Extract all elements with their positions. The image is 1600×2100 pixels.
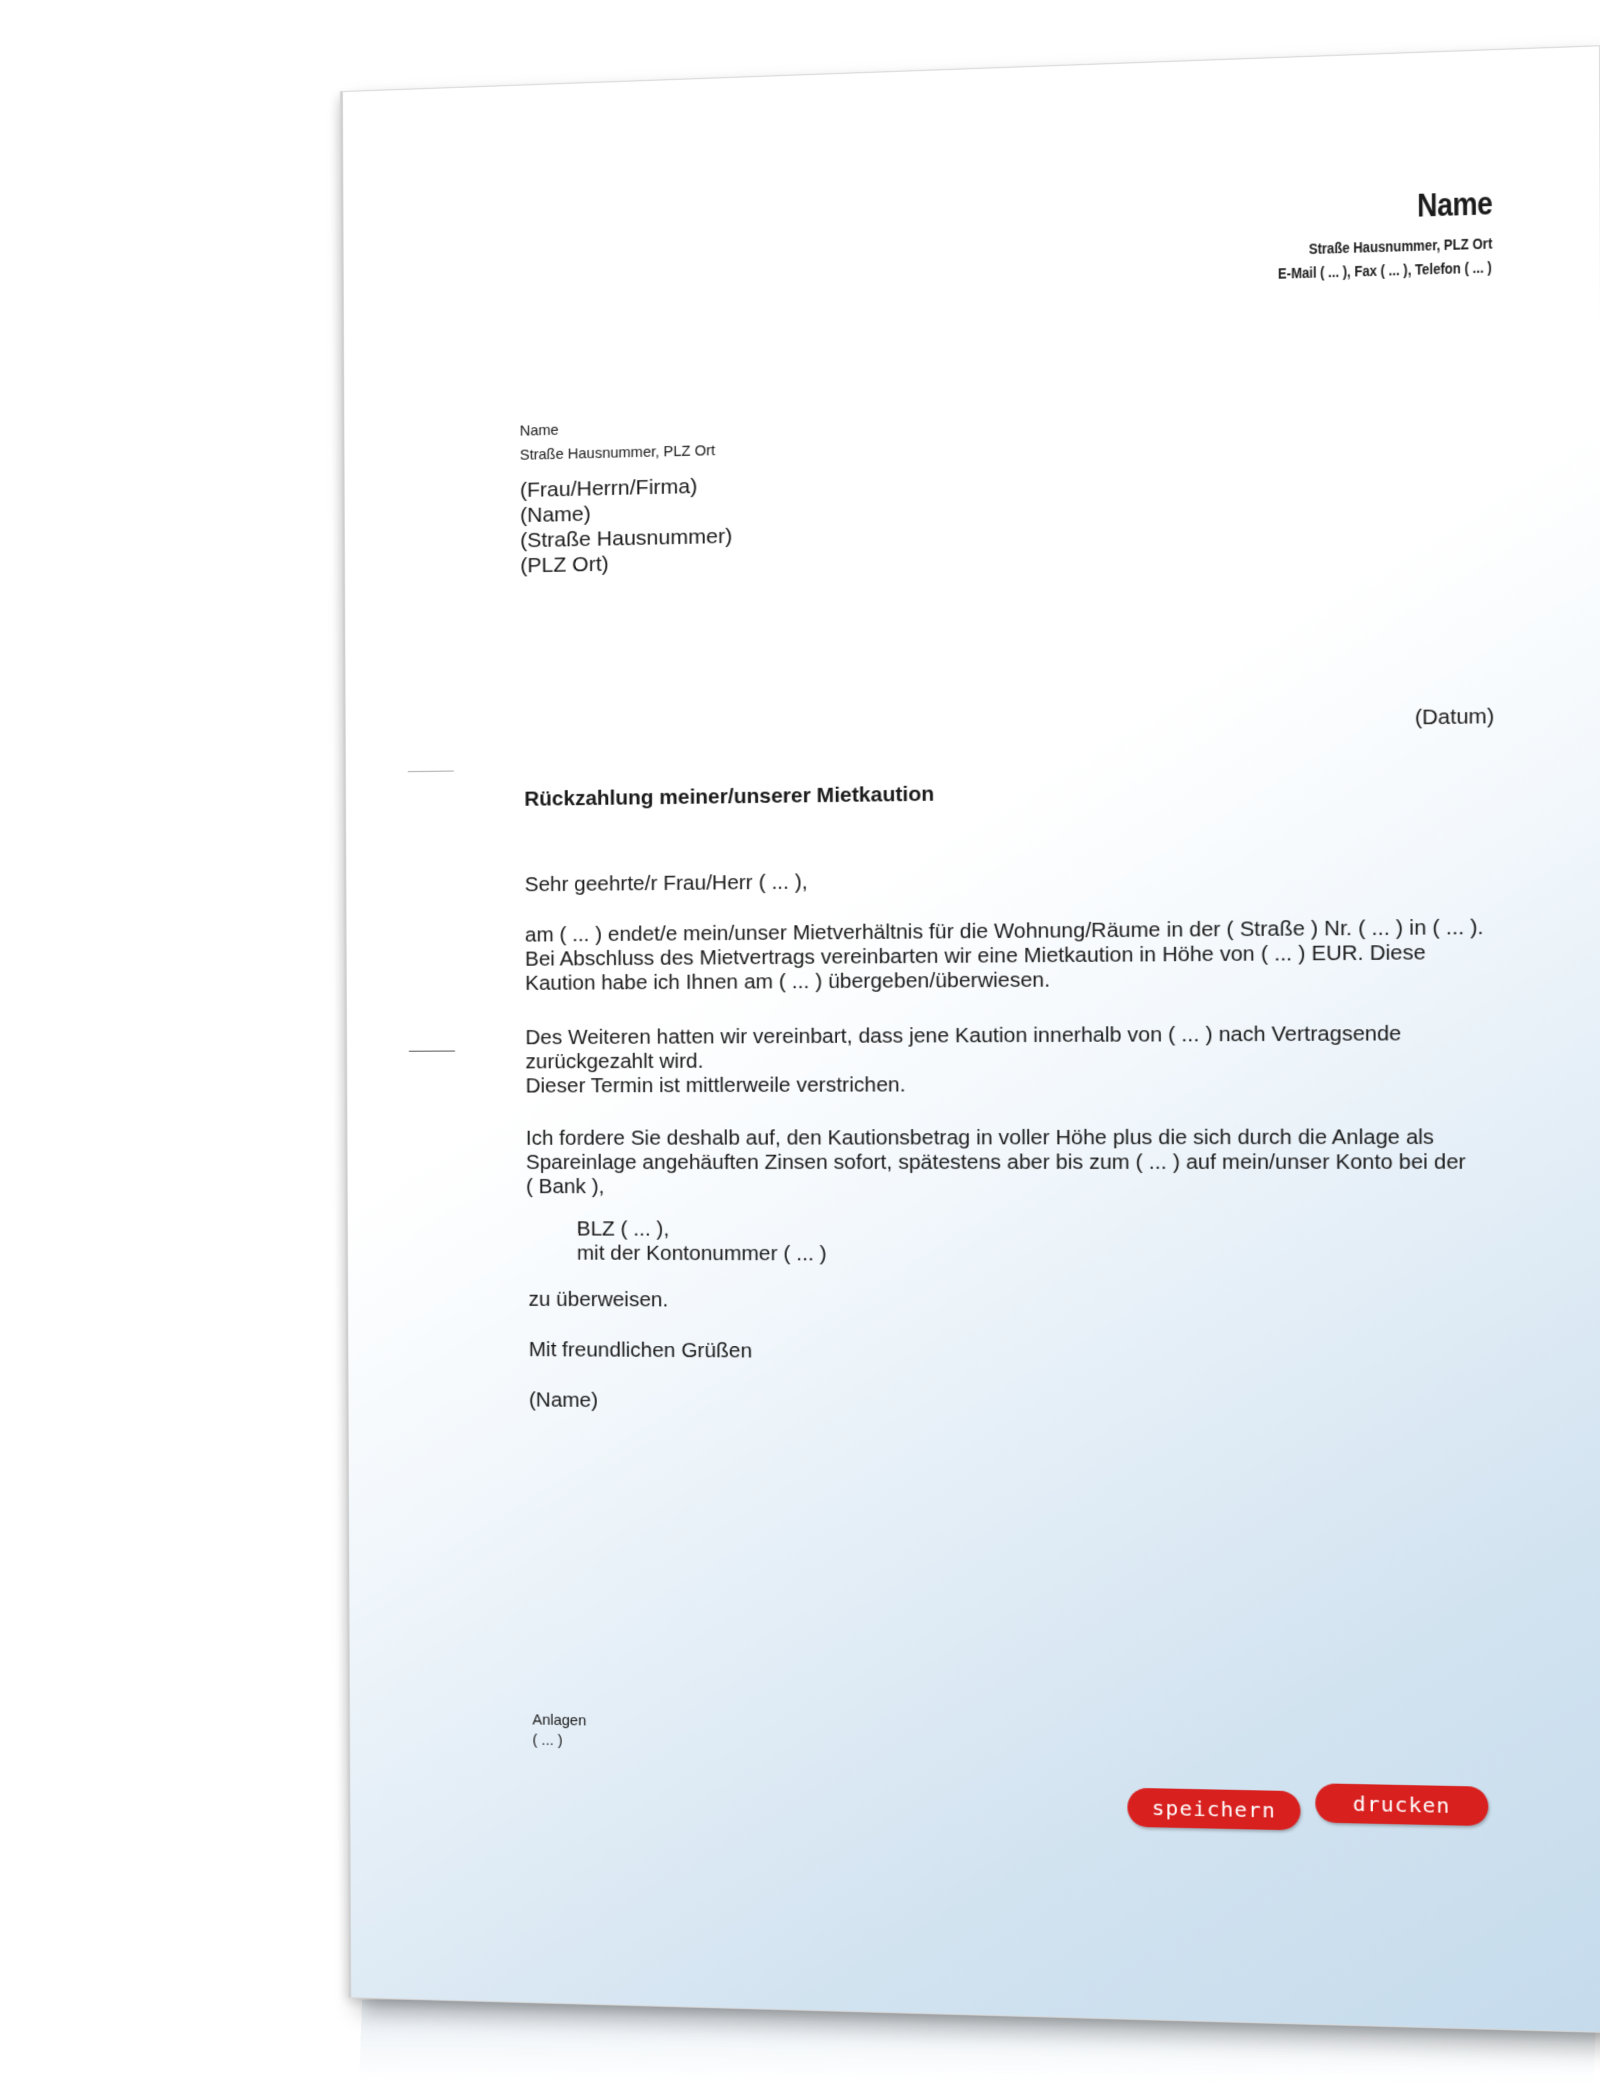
letter-page [341,46,1600,2032]
return-address-name: Name [519,422,559,440]
transfer-line: zu überweisen. [528,1287,669,1312]
fold-mark-top [408,771,454,773]
fold-mark-middle [409,1051,455,1052]
bank-account-number: mit der Kontonummer ( ... ) [576,1241,827,1266]
paragraph-2-line-2: zurückgezahlt wird. [525,1049,704,1074]
sender-street: Straße Hausnummer, PLZ Ort [1308,235,1493,258]
paragraph-1-line-3: Kaution habe ich Ihnen am ( ... ) übergeben/überwiesen. [525,968,1051,995]
paragraph-1 [525,915,1484,995]
letter-subject: Rückzahlung meiner/unserer Mietkaution [524,782,935,811]
paragraph-3-line-3: ( Bank ), [525,1175,605,1199]
recipient-salutation-form: (Frau/Herrn/Firma) [519,474,698,503]
bank-details [577,1217,827,1266]
closing-line: Mit freundlichen Grüßen [528,1338,753,1363]
letter-greeting: Sehr geehrte/r Frau/Herr ( ... ), [524,870,808,897]
paragraph-2 [525,1022,1401,1099]
print-button[interactable]: drucken [1315,1783,1488,1826]
save-button[interactable]: speichern [1127,1788,1300,1831]
paragraph-3-line-1: Ich fordere Sie deshalb auf, den Kautionsbetrag in voller Höhe plus die sich durch die Anlage als [525,1125,1435,1150]
paragraph-2-line-1: Des Weiteren hatten wir vereinbart, dass jene Kaution innerhalb von ( ... ) nach Vertragsende [525,1021,1402,1050]
paragraph-3 [526,1125,1466,1200]
sender-contact: E-Mail ( ... ), Fax ( ... ), Telefon ( ... ) [1278,258,1493,282]
letter-date: (Datum) [1414,704,1495,730]
paragraph-1-line-2: Bei Abschluss des Mietvertrags vereinbarten wir eine Mietkaution in Höhe von ( ... ) EUR. Diese [524,940,1426,971]
recipient-street: (Straße Hausnummer) [520,524,733,553]
paragraph-1-line-1: am ( ... ) endet/e mein/unser Mietverhältnis für die Wohnung/Räume in der ( Straße ) Nr. ( ... ) in ( ... ). [524,915,1484,947]
attachments-label: Anlagen [532,1712,587,1730]
bank-blz: BLZ ( ... ), [576,1217,670,1241]
attachments-value: ( ... ) [532,1732,563,1750]
paragraph-3-line-2: Spareinlage angehäuften Zinsen sofort, spätestens aber bis zum ( ... ) auf mein/unser Konto bei der [525,1150,1466,1174]
signature-name: (Name) [528,1388,599,1413]
paragraph-2-line-3: Dieser Termin ist mittlerweile verstrichen. [525,1073,906,1098]
sender-name: Name [1416,185,1492,224]
recipient-address [520,473,732,579]
return-address-street: Straße Hausnummer, PLZ Ort [519,442,716,464]
recipient-name: (Name) [520,502,591,528]
recipient-city: (PLZ Ort) [520,552,609,578]
